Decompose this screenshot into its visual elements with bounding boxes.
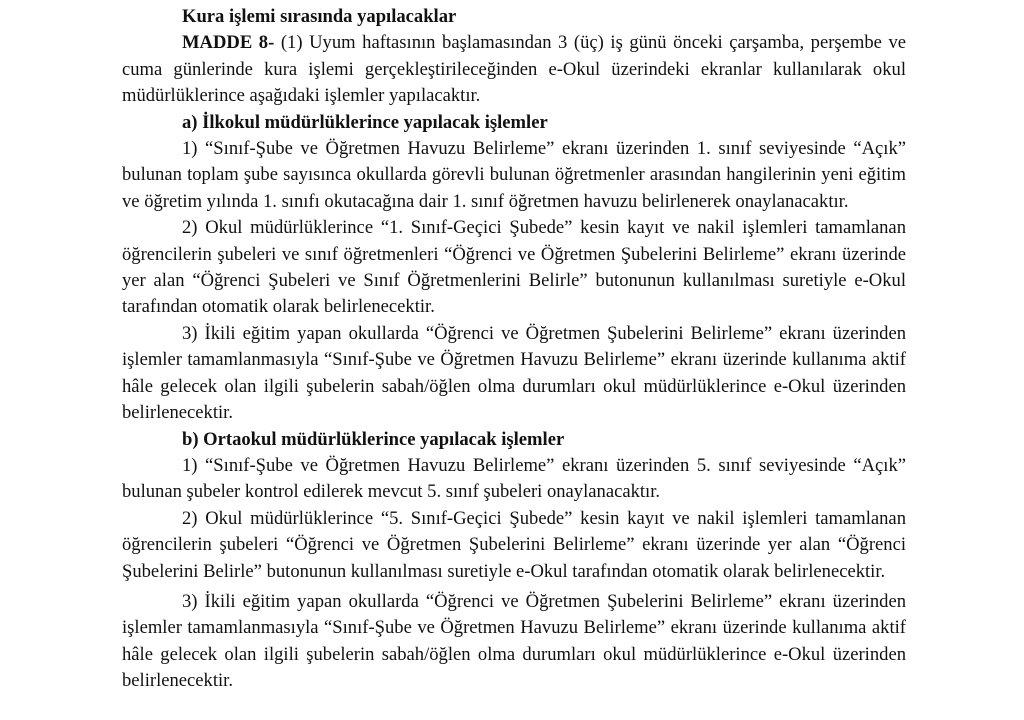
part-a-item-3: 3) İkili eğitim yapan okullarda “Öğrenci ve Öğretmen Şubelerini Belirleme” ekranı üzerinden işlemler tamamlanmasıyla “Sınıf-Şube ve Öğretmen Havuzu Belirleme” ekranı üzerinde kullanıma aktif hâle gelecek olan ilgili şubelerin sabah/öğlen olma durumları okul müdürlüklerince e-Okul üzerinden belirlenecektir. xyxy=(122,322,906,424)
madde-text: (1) Uyum haftasının başlamasından 3 (üç) iş günü önceki çarşamba, perşembe ve cuma günlerinde kura işlemi gerçekleştirileceğinden e-Okul üzerindeki ekranlar kullanılarak okul müdürlüklerince aşağıdaki işlemler yapılacaktır. xyxy=(122,32,907,107)
part-b-item-2: 2) Okul müdürlüklerince “5. Sınıf-Geçici Şubede” kesin kayıt ve nakil işlemleri tamamlanan öğrencilerin şubeleri “Öğrenci ve Öğretmen Şubelerini Belirleme” ekranı üzerinde yer alan “Öğrenci Şubelerini Belirle” butonunun kullanılması suretiyle e-Okul tarafından otomatik olarak belirlenecektir. xyxy=(122,507,906,582)
part-b-item-3: 3) İkili eğitim yapan okullarda “Öğrenci ve Öğretmen Şubelerini Belirleme” ekranı üzerinden işlemler tamamlanmasıyla “Sınıf-Şube ve Öğretmen Havuzu Belirleme” ekranı üzerinde kullanıma aktif hâle gelecek olan ilgili şubelerin sabah/öğlen olma durumları okul müdürlüklerince e-Okul üzerinden belirlenecektir. xyxy=(122,590,906,692)
part-a-item-1: 1) “Sınıf-Şube ve Öğretmen Havuzu Belirleme” ekranı üzerinden 1. sınıf seviyesinde “Açık” bulunan toplam şube sayısınca okullarda görevli bulunan öğretmenler arasından hangilerinin yeni eğitim ve öğretim yılında 1. sınıfı okutacağına dair 1. sınıf öğretmen havuzu belirlenerek onaylanacaktır. xyxy=(122,138,906,212)
document-body xyxy=(122,4,906,695)
part-a-item-2: 2) Okul müdürlüklerince “1. Sınıf-Geçici Şubede” kesin kayıt ve nakil işlemleri tamamlanan öğrencilerin şubeleri ve sınıf öğretmenleri “Öğrenci ve Öğretmen Şubelerini Belirleme” ekranı üzerinde yer alan “Öğrenci Şubeleri ve Sınıf Öğretmenlerini Belirle” butonunun kullanılması suretiyle e-Okul tarafından otomatik olarak belirlenecektir. xyxy=(122,217,906,318)
section-title: Kura işlemi sırasında yapılacaklar xyxy=(182,6,457,27)
madde-label: MADDE 8- xyxy=(182,32,275,54)
madde-8-paragraph xyxy=(122,30,906,109)
part-b-heading: b) Ortaokul müdürlüklerince yapılacak işlemler xyxy=(182,428,565,450)
part-b-item-1: 1) “Sınıf-Şube ve Öğretmen Havuzu Belirleme” ekranı üzerinden 5. sınıf seviyesinde “Açık” bulunan şubeler kontrol edilerek mevcut 5. sınıf şubeleri onaylanacaktır. xyxy=(122,454,906,503)
part-a-heading: a) İlkokul müdürlüklerince yapılacak işlemler xyxy=(182,111,548,133)
